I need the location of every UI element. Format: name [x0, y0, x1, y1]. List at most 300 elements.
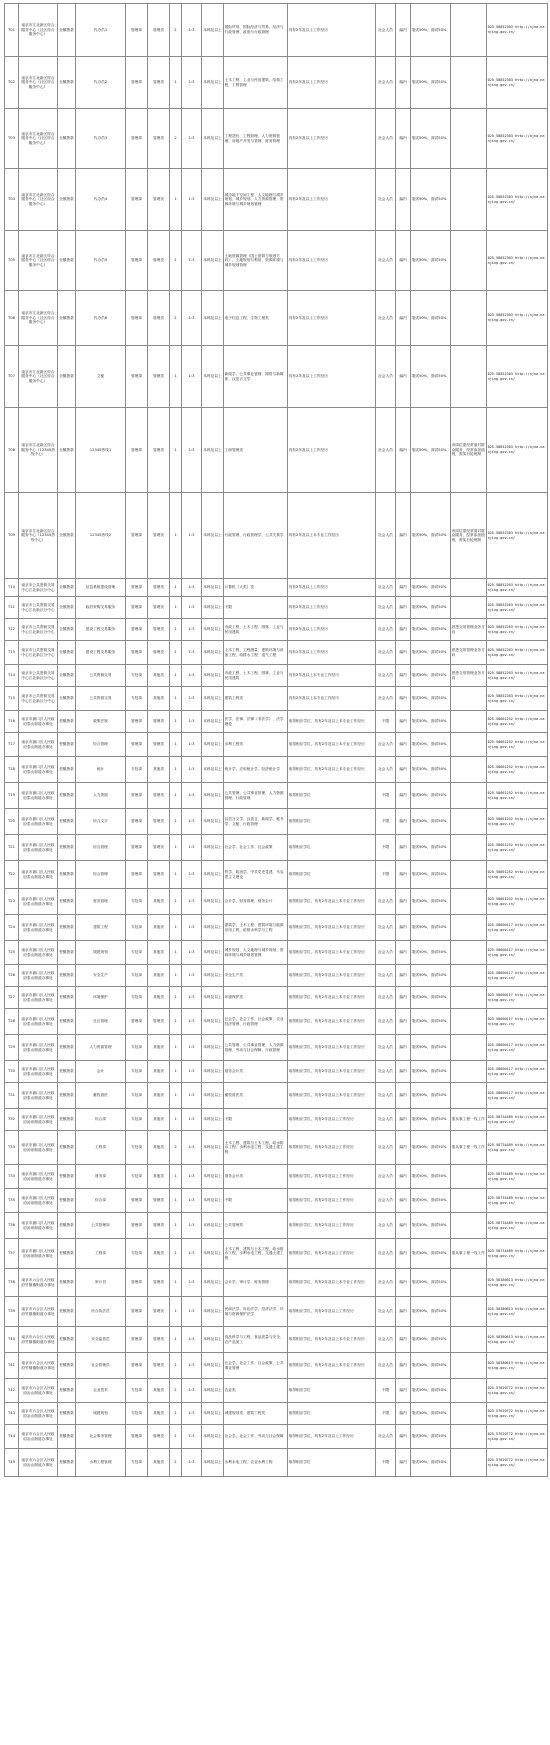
code-cell: T18	[5, 757, 19, 783]
education-cell: 本科及以上	[202, 493, 224, 579]
remark-cell: 熟悉交易管理业务方向	[451, 619, 487, 641]
establishment-cell: 编内	[396, 1083, 411, 1109]
unit-cell: 南京市六合区人民政府竹镇镇街道办事处	[19, 1353, 58, 1379]
major-cell: 民商法学、诉讼法学、经济法学、环境与资源保护法学	[224, 1297, 288, 1327]
headcount-cell: 1	[170, 1009, 182, 1035]
position-category-cell: 管理岗	[126, 579, 148, 597]
major-cell: 建筑工程类	[224, 687, 288, 711]
unit-cell: 南京市浦口区人民政府泰山街道办事处	[19, 711, 58, 733]
position-category-cell: 管理岗	[126, 4, 148, 57]
ratio-cell: 1:3	[182, 665, 202, 687]
code-cell: T13	[5, 641, 19, 665]
funding-type-cell: 差额拨款	[58, 1131, 76, 1165]
remark-cell	[451, 757, 487, 783]
establishment-cell: 编内	[396, 915, 411, 941]
ratio-cell: 1:3	[182, 1131, 202, 1165]
position-kind-cell: 管理类	[148, 1213, 170, 1239]
position-category-cell: 专技岗	[126, 941, 148, 965]
contact-cell: 025-58852263 http://njna.nanjing.gov.cn/	[487, 641, 548, 665]
code-cell: T15	[5, 687, 19, 711]
contact-cell: 025-57620772 http://njna.nanjing.gov.cn/	[487, 1379, 548, 1403]
position-category-cell: 专技岗	[126, 1109, 148, 1131]
position-name-cell: 公共管理岗	[76, 1213, 126, 1239]
requirement-cell: 取得相应学位，具有2年及以上本专业工作经历	[288, 1035, 376, 1061]
major-cell: 工商管理类	[224, 408, 288, 493]
contact-cell: 025-58734489 http://njna.nanjing.gov.cn/	[487, 1109, 548, 1131]
contact-cell: 025-58852263 http://njna.nanjing.gov.cn/	[487, 687, 548, 711]
position-kind-cell: 其他类	[148, 757, 170, 783]
establishment-cell: 编内	[396, 109, 411, 169]
applicant-cell: 社会人员	[376, 291, 396, 346]
code-cell: T44	[5, 1425, 19, 1449]
ratio-cell: 1:3	[182, 809, 202, 835]
remark-cell	[451, 1449, 487, 1477]
ratio-cell: 1:3	[182, 1083, 202, 1109]
funding-type-cell: 差额拨款	[58, 1379, 76, 1403]
contact-cell: 025-58852303 http://njna.nanjing.gov.cn/	[487, 346, 548, 408]
code-cell: T02	[5, 57, 19, 109]
applicant-cell: 社会人员	[376, 1269, 396, 1297]
requirement-cell: 取得相应学位，具有2年及以上本专业工作经历	[288, 1061, 376, 1083]
funding-type-cell: 全额拨款	[58, 57, 76, 109]
code-cell: T06	[5, 291, 19, 346]
requirement-cell: 具有2年及以上工作经历	[288, 291, 376, 346]
ratio-cell: 1:3	[182, 1109, 202, 1131]
position-kind-cell: 管理类	[148, 835, 170, 861]
education-cell: 本科及以上	[202, 641, 224, 665]
table-row	[5, 965, 548, 987]
remark-cell	[451, 1213, 487, 1239]
position-kind-cell: 管理类	[148, 1189, 170, 1213]
contact-cell: 025-58661252 http://njna.nanjing.gov.cn/	[487, 757, 548, 783]
contact-cell: 025-58600117 http://njna.nanjing.gov.cn/	[487, 941, 548, 965]
major-cell: 土木工程、工程测量、建筑环境与设备工程、给排水工程、电气工程	[224, 641, 288, 665]
applicant-cell: 社会人员	[376, 915, 396, 941]
position-category-cell: 专技岗	[126, 1239, 148, 1269]
contact-cell: 025-58852303 http://njna.nanjing.gov.cn/	[487, 169, 548, 231]
applicant-cell: 社会人员	[376, 493, 396, 579]
funding-type-cell: 差额拨款	[58, 987, 76, 1009]
contact-cell: 025-57620772 http://njna.nanjing.gov.cn/	[487, 1403, 548, 1425]
position-category-cell: 专技岗	[126, 1083, 148, 1109]
position-category-cell: 管理岗	[126, 835, 148, 861]
table-row	[5, 1083, 548, 1109]
unit-cell: 南京市浦口区人民政府汤泉街道办事处	[19, 1213, 58, 1239]
headcount-cell: 1	[170, 941, 182, 965]
establishment-cell: 编内	[396, 641, 411, 665]
remark-cell	[451, 1353, 487, 1379]
position-name-cell: 代办员4	[76, 169, 126, 231]
position-kind-cell: 管理类	[148, 493, 170, 579]
headcount-cell: 1	[170, 1379, 182, 1403]
position-category-cell: 专技岗	[126, 1403, 148, 1425]
exam-ratio-cell: 笔试50%，面试50%	[411, 733, 451, 757]
major-cell: 安全生产类	[224, 965, 288, 987]
exam-ratio-cell: 笔试50%，面试50%	[411, 1269, 451, 1297]
table-row	[5, 987, 548, 1009]
establishment-cell: 编内	[396, 835, 411, 861]
applicant-cell: 不限	[376, 1449, 396, 1477]
ratio-cell: 1:3	[182, 861, 202, 889]
applicant-cell: 社会人员	[376, 1083, 396, 1109]
applicant-cell: 社会人员	[376, 1425, 396, 1449]
ratio-cell: 1:3	[182, 1009, 202, 1035]
position-category-cell: 管理岗	[126, 169, 148, 231]
position-kind-cell: 管理类	[148, 57, 170, 109]
requirement-cell: 取得相应学位，具有2年及以上工作经历	[288, 1189, 376, 1213]
position-kind-cell: 其他类	[148, 687, 170, 711]
table-row	[5, 1239, 548, 1269]
position-name-cell: 工程岗	[76, 1131, 126, 1165]
position-name-cell: 会计	[76, 1061, 126, 1083]
exam-ratio-cell: 笔试50%，面试50%	[411, 711, 451, 733]
remark-cell	[451, 1269, 487, 1297]
code-cell: T14	[5, 665, 19, 687]
establishment-cell: 编内	[396, 1131, 411, 1165]
major-cell: 行政管理、行政管理学、公共关系学	[224, 493, 288, 579]
headcount-cell: 1	[170, 711, 182, 733]
education-cell: 本科及以上	[202, 915, 224, 941]
remark-cell: 熟悉交易管理业务方向	[451, 641, 487, 665]
unit-cell: 南京市浦口区人民政府汤泉街道办事处	[19, 1165, 58, 1189]
requirement-cell: 具有2年及以上工作经历	[288, 57, 376, 109]
education-cell: 本科及以上	[202, 1009, 224, 1035]
funding-type-cell: 全额拨款	[58, 641, 76, 665]
headcount-cell: 1	[170, 408, 182, 493]
code-cell: T31	[5, 1083, 19, 1109]
unit-cell: 南京市江北新区综合服务中心（社区综合服务中心）	[19, 57, 58, 109]
exam-ratio-cell: 笔试50%，面试50%	[411, 291, 451, 346]
contact-cell: 025-58661252 http://njna.nanjing.gov.cn/	[487, 711, 548, 733]
table-row	[5, 1297, 548, 1327]
ratio-cell: 1:3	[182, 915, 202, 941]
contact-cell: 025-58852303 http://njna.nanjing.gov.cn/	[487, 109, 548, 169]
headcount-cell: 1	[170, 1353, 182, 1379]
exam-ratio-cell: 笔试50%，面试50%	[411, 665, 451, 687]
ratio-cell: 1:3	[182, 109, 202, 169]
education-cell: 本科及以上	[202, 1213, 224, 1239]
position-kind-cell: 管理类	[148, 809, 170, 835]
code-cell: T45	[5, 1449, 19, 1477]
applicant-cell: 社会人员	[376, 757, 396, 783]
funding-type-cell: 差额拨款	[58, 809, 76, 835]
code-cell: T30	[5, 1061, 19, 1083]
major-cell: 电子信息工程、生物工程类	[224, 291, 288, 346]
exam-ratio-cell: 笔试50%，面试50%	[411, 1239, 451, 1269]
ratio-cell: 1:3	[182, 1327, 202, 1353]
exam-ratio-cell: 笔试50%，面试50%	[411, 619, 451, 641]
remark-cell	[451, 835, 487, 861]
headcount-cell: 1	[170, 1035, 182, 1061]
headcount-cell: 1	[170, 757, 182, 783]
education-cell: 本科及以上	[202, 1165, 224, 1189]
funding-type-cell: 全额拨款	[58, 493, 76, 579]
ratio-cell: 1:3	[182, 4, 202, 57]
position-category-cell: 管理岗	[126, 493, 148, 579]
position-name-cell: 综合岗	[76, 1189, 126, 1213]
funding-type-cell: 差额拨款	[58, 915, 76, 941]
ratio-cell: 1:3	[182, 1403, 202, 1425]
exam-ratio-cell: 笔试50%，面试50%	[411, 408, 451, 493]
establishment-cell: 编内	[396, 861, 411, 889]
remark-cell	[451, 1083, 487, 1109]
code-cell: T22	[5, 861, 19, 889]
position-kind-cell: 管理类	[148, 783, 170, 809]
unit-cell: 南京市江北新区综合服务中心（12345热线中心）	[19, 408, 58, 493]
establishment-cell: 编内	[396, 1061, 411, 1083]
ratio-cell: 1:3	[182, 291, 202, 346]
education-cell: 本科及以上	[202, 861, 224, 889]
requirement-cell: 具有2年及以上工作经历	[288, 408, 376, 493]
position-name-cell: 代办员5	[76, 231, 126, 291]
exam-ratio-cell: 笔试50%，面试50%	[411, 109, 451, 169]
exam-ratio-cell: 笔试50%，面试50%	[411, 1327, 451, 1353]
position-name-cell: 代办员1	[76, 4, 126, 57]
table-row	[5, 809, 548, 835]
education-cell: 本科及以上	[202, 965, 224, 987]
position-name-cell: 文秘	[76, 346, 126, 408]
requirement-cell: 取得相应学位	[288, 1449, 376, 1477]
table-row	[5, 579, 548, 597]
position-kind-cell: 其他类	[148, 665, 170, 687]
exam-ratio-cell: 笔试50%，面试50%	[411, 641, 451, 665]
remark-cell	[451, 1297, 487, 1327]
table-row	[5, 597, 548, 619]
funding-type-cell: 差额拨款	[58, 861, 76, 889]
applicant-cell: 社会人员	[376, 687, 396, 711]
position-category-cell: 专技岗	[126, 687, 148, 711]
major-cell: 土木工程、建筑与土木工程、给水排水工程、水利水电工程、交通土建工程	[224, 1239, 288, 1269]
requirement-cell: 具有2年及以上工作经历	[288, 579, 376, 597]
unit-cell: 南京市浦口区人民政府汤泉街道办事处	[19, 1109, 58, 1131]
position-name-cell: 水利工程管理	[76, 1449, 126, 1477]
establishment-cell: 编内	[396, 57, 411, 109]
funding-type-cell: 差额拨款	[58, 1213, 76, 1239]
ratio-cell: 1:3	[182, 687, 202, 711]
position-category-cell: 管理岗	[126, 346, 148, 408]
remark-cell	[451, 687, 487, 711]
headcount-cell: 1	[170, 987, 182, 1009]
position-name-cell: 综合文字	[76, 809, 126, 835]
recruitment-table	[4, 3, 548, 1477]
remark-cell	[451, 941, 487, 965]
establishment-cell: 编内	[396, 665, 411, 687]
exam-ratio-cell: 笔试50%，面试50%	[411, 757, 451, 783]
exam-ratio-cell: 笔试50%，面试50%	[411, 597, 451, 619]
applicant-cell: 社会人员	[376, 1061, 396, 1083]
table-row	[5, 1353, 548, 1379]
headcount-cell: 1	[170, 579, 182, 597]
table-row	[5, 1425, 548, 1449]
unit-cell: 南京市浦口区人民政府泰山街道办事处	[19, 965, 58, 987]
code-cell: T42	[5, 1379, 19, 1403]
contact-cell: 025-58852303 http://njna.nanjing.gov.cn/	[487, 4, 548, 57]
funding-type-cell: 差额拨款	[58, 1353, 76, 1379]
funding-type-cell: 全额拨款	[58, 619, 76, 641]
applicant-cell: 社会人员	[376, 1165, 396, 1189]
funding-type-cell: 全额拨款	[58, 346, 76, 408]
education-cell: 本科及以上	[202, 597, 224, 619]
position-name-cell: 12345热线1	[76, 408, 126, 493]
code-cell: T29	[5, 1035, 19, 1061]
position-name-cell: 社会管理员	[76, 1353, 126, 1379]
funding-type-cell: 全额拨款	[58, 408, 76, 493]
funding-type-cell: 全额拨款	[58, 687, 76, 711]
exam-ratio-cell: 笔试50%，面试50%	[411, 941, 451, 965]
establishment-cell: 编内	[396, 1425, 411, 1449]
table-row	[5, 346, 548, 408]
funding-type-cell: 差额拨款	[58, 1327, 76, 1353]
position-name-cell: 综合管理	[76, 861, 126, 889]
contact-cell: 025-58734489 http://njna.nanjing.gov.cn/	[487, 1131, 548, 1165]
remark-cell	[451, 1165, 487, 1189]
exam-ratio-cell: 笔试50%，面试50%	[411, 57, 451, 109]
major-cell: 财务会计类	[224, 1061, 288, 1083]
ratio-cell: 1:3	[182, 408, 202, 493]
position-kind-cell: 管理类	[148, 733, 170, 757]
remark-cell	[451, 987, 487, 1009]
headcount-cell: 1	[170, 733, 182, 757]
applicant-cell: 社会人员	[376, 1239, 396, 1269]
remark-cell	[451, 915, 487, 941]
requirement-cell: 具有2年及以上工作经历	[288, 169, 376, 231]
education-cell: 本科及以上	[202, 1449, 224, 1477]
remark-cell	[451, 57, 487, 109]
establishment-cell: 编内	[396, 231, 411, 291]
position-kind-cell: 管理类	[148, 346, 170, 408]
position-category-cell: 专技岗	[126, 987, 148, 1009]
remark-cell: 该岗位需经常面对群众服务，经常参加值班，需实行轮班制	[451, 408, 487, 493]
position-category-cell: 专技岗	[126, 1165, 148, 1189]
ratio-cell: 1:3	[182, 757, 202, 783]
position-kind-cell: 其他类	[148, 987, 170, 1009]
applicant-cell: 不限	[376, 1403, 396, 1425]
position-name-cell: 审计员	[76, 1269, 126, 1297]
exam-ratio-cell: 笔试50%，面试50%	[411, 1425, 451, 1449]
position-kind-cell: 其他类	[148, 889, 170, 915]
ratio-cell: 1:3	[182, 619, 202, 641]
remark-cell: 需从事工程一线工作	[451, 1109, 487, 1131]
code-cell: T19	[5, 783, 19, 809]
funding-type-cell: 差额拨款	[58, 1269, 76, 1297]
funding-type-cell: 差额拨款	[58, 1009, 76, 1035]
headcount-cell: 1	[170, 915, 182, 941]
position-name-cell: 建设工程交易服务	[76, 619, 126, 641]
position-category-cell: 管理岗	[126, 641, 148, 665]
position-kind-cell: 管理类	[148, 711, 170, 733]
remark-cell	[451, 1061, 487, 1083]
position-kind-cell: 管理类	[148, 1009, 170, 1035]
code-cell: T17	[5, 733, 19, 757]
funding-type-cell: 差额拨款	[58, 1083, 76, 1109]
code-cell: T09	[5, 493, 19, 579]
position-name-cell: 综合管理	[76, 733, 126, 757]
contact-cell: 025-58600117 http://njna.nanjing.gov.cn/	[487, 1035, 548, 1061]
headcount-cell: 1	[170, 597, 182, 619]
major-cell: 不限	[224, 1189, 288, 1213]
contact-cell: 025-58600117 http://njna.nanjing.gov.cn/	[487, 987, 548, 1009]
exam-ratio-cell: 笔试50%，面试50%	[411, 1109, 451, 1131]
unit-cell: 南京市浦口区人民政府泰山街道办事处	[19, 941, 58, 965]
position-category-cell: 管理岗	[126, 1009, 148, 1035]
contact-cell: 025-58600117 http://njna.nanjing.gov.cn/	[487, 915, 548, 941]
funding-type-cell: 差额拨款	[58, 1109, 76, 1131]
code-cell: T11	[5, 597, 19, 619]
unit-cell: 南京市浦口区人民政府泰山街道办事处	[19, 1009, 58, 1035]
ratio-cell: 1:3	[182, 1297, 202, 1327]
applicant-cell: 社会人员	[376, 231, 396, 291]
contact-cell: 025-58852263 http://njna.nanjing.gov.cn/	[487, 619, 548, 641]
unit-cell: 南京市公共资源交易中心江北新区分中心	[19, 687, 58, 711]
unit-cell: 南京市江北新区综合服务中心（社区综合服务中心）	[19, 346, 58, 408]
applicant-cell: 社会人员	[376, 408, 396, 493]
remark-cell	[451, 4, 487, 57]
major-cell: 计算机（大类）类	[224, 579, 288, 597]
unit-cell: 南京市江北新区综合服务中心（社区综合服务中心）	[19, 231, 58, 291]
headcount-cell: 1	[170, 783, 182, 809]
code-cell: T23	[5, 889, 19, 915]
contact-cell: 025-58852303 http://njna.nanjing.gov.cn/	[487, 291, 548, 346]
unit-cell: 南京市浦口区人民政府汤泉街道办事处	[19, 1189, 58, 1213]
exam-ratio-cell: 笔试50%，面试50%	[411, 1403, 451, 1425]
position-category-cell: 管理岗	[126, 783, 148, 809]
requirement-cell: 取得相应学位，具有2年及以上工作经历	[288, 1425, 376, 1449]
position-kind-cell: 其他类	[148, 1061, 170, 1083]
education-cell: 本科及以上	[202, 169, 224, 231]
establishment-cell: 编内	[396, 1009, 411, 1035]
ratio-cell: 1:3	[182, 1213, 202, 1239]
exam-ratio-cell: 笔试50%，面试50%	[411, 783, 451, 809]
headcount-cell: 1	[170, 169, 182, 231]
contact-cell: 025-58661252 http://njna.nanjing.gov.cn/	[487, 889, 548, 915]
requirement-cell: 取得相应学位，具有2年及以上本专业工作经历	[288, 711, 376, 733]
major-cell: 市政工程、土木工程、园林、工业与民用建筑	[224, 665, 288, 687]
major-cell: 城乡规划、人文地理与城乡规划、资源环境与城乡规划管理	[224, 941, 288, 965]
position-kind-cell: 其他类	[148, 1449, 170, 1477]
ratio-cell: 1:3	[182, 1165, 202, 1189]
requirement-cell: 具有2年及以上工作经历	[288, 597, 376, 619]
establishment-cell: 编内	[396, 1403, 411, 1425]
requirement-cell: 具有2年及以上工作经历	[288, 231, 376, 291]
table-row	[5, 169, 548, 231]
contact-cell: 025-58600117 http://njna.nanjing.gov.cn/	[487, 1061, 548, 1083]
headcount-cell: 1	[170, 1165, 182, 1189]
table-body	[5, 4, 548, 1477]
major-cell: 会计学、财务管理、财务会计	[224, 889, 288, 915]
position-name-cell: 综合管理	[76, 835, 126, 861]
headcount-cell: 1	[170, 291, 182, 346]
position-category-cell: 管理岗	[126, 861, 148, 889]
headcount-cell: 1	[170, 1239, 182, 1269]
exam-ratio-cell: 笔试50%，面试50%	[411, 1449, 451, 1477]
table-row	[5, 1189, 548, 1213]
exam-ratio-cell: 笔试50%，面试50%	[411, 1009, 451, 1035]
education-cell: 本科及以上	[202, 987, 224, 1009]
exam-ratio-cell: 笔试50%，面试50%	[411, 915, 451, 941]
position-name-cell: 建筑工程	[76, 915, 126, 941]
major-cell: 水利水电工程、农业水利工程	[224, 1449, 288, 1477]
major-cell: 国际贸易、国际经济与贸易、经济与行政管理、政治与行政管理	[224, 4, 288, 57]
funding-type-cell: 全额拨款	[58, 4, 76, 57]
table-row	[5, 493, 548, 579]
ratio-cell: 1:3	[182, 493, 202, 579]
requirement-cell: 取得相应学位，具有2年及以上本专业工作经历	[288, 733, 376, 757]
remark-cell	[451, 1327, 487, 1353]
code-cell: T39	[5, 1297, 19, 1327]
ratio-cell: 1:3	[182, 1035, 202, 1061]
applicant-cell: 不限	[376, 861, 396, 889]
table-row	[5, 1327, 548, 1353]
